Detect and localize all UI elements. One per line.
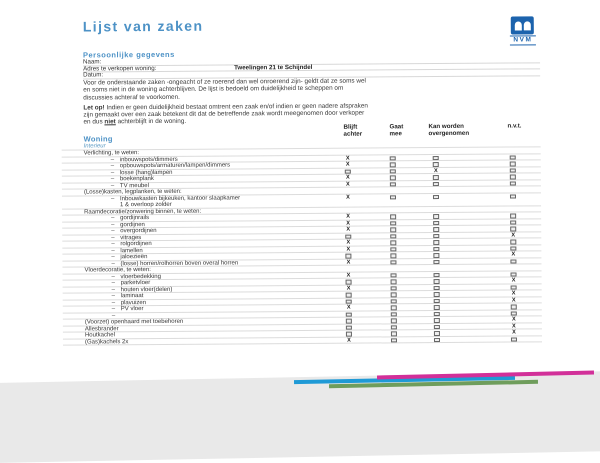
x-mark: X [346, 304, 351, 311]
list-dash: – [111, 260, 115, 267]
checkbox [391, 312, 397, 316]
checkbox [433, 175, 439, 179]
row-label: (losse) horren/rolhorren boven overal horren [120, 259, 239, 267]
row-label: overgordijnen [120, 228, 157, 235]
row-label: houten vloer(delen) [120, 286, 173, 293]
list-dash: – [111, 286, 115, 293]
list-dash: – [111, 221, 115, 228]
checkbox [433, 227, 439, 231]
list-dash: – [110, 163, 115, 170]
x-mark: X [346, 259, 351, 266]
list-dash: – [111, 306, 116, 313]
row-label: opbouwspots/armaturen/lampen/dimmers [119, 162, 231, 170]
checkbox [345, 169, 351, 173]
list-dash: – [111, 280, 115, 287]
checkbox [390, 234, 396, 238]
intro-paragraph: Voor de onderstaande zaken -ongeacht of ze roerend dan wel onroerend zijn- geldt dat ze soms wel en soms niet in de woning achterblijven. De lijst is bedoeld om duidelijkheid te scheppen om discussies achteraf te voorkomen. [83, 77, 366, 102]
checkbox [390, 182, 396, 186]
checkbox [390, 176, 396, 180]
checkbox [510, 162, 516, 166]
checkbox [391, 280, 397, 284]
checkbox [434, 286, 440, 290]
list-dash: – [111, 241, 115, 248]
x-mark: X [511, 322, 516, 330]
checkbox [510, 194, 516, 198]
x-mark: X [345, 155, 350, 162]
page-title: Lijst van zaken [82, 17, 204, 35]
checkbox [391, 338, 397, 342]
list-dash: – [111, 247, 115, 254]
x-mark: X [511, 277, 516, 284]
checkbox [511, 337, 517, 341]
field-label: Datum: [83, 71, 104, 79]
checkbox [433, 221, 439, 225]
checkbox [434, 325, 440, 329]
checkbox [391, 306, 397, 310]
section-subtitle-interieur: Interieur [83, 142, 106, 150]
row-label: vloerbedekking [120, 273, 161, 280]
checkbox [510, 220, 516, 224]
row-label: plavuizen [120, 299, 147, 306]
checkbox [510, 175, 516, 179]
checkbox [391, 286, 397, 290]
list-dash: – [110, 195, 115, 202]
row-label: vitrages [120, 234, 142, 241]
checkbox [511, 285, 517, 289]
x-mark: X [346, 194, 350, 201]
row-label: Raamdecoratie/zonwering binnen, te weten: [84, 208, 202, 216]
note-lead: Let op! [83, 104, 105, 112]
checkbox [433, 234, 439, 238]
note-paragraph [83, 101, 545, 125]
note-emphasis: niet [104, 118, 116, 126]
x-mark: X [345, 174, 350, 181]
x-mark: X [346, 181, 350, 188]
list-dash: – [111, 228, 115, 235]
x-mark: X [346, 213, 351, 220]
list-dash: – [111, 312, 116, 319]
checkbox [434, 292, 440, 296]
checkbox [433, 260, 439, 264]
scan-background-edge [0, 371, 600, 463]
checkbox [346, 280, 352, 284]
checkbox [346, 293, 352, 297]
checkbox [390, 247, 396, 251]
checkbox [433, 156, 439, 160]
row-label: (Losse)kasten, legplanken, te weten: [83, 188, 182, 196]
checkbox [433, 214, 439, 218]
checkbox [433, 240, 439, 244]
row-label: gordijnen [120, 221, 145, 228]
x-mark: X [346, 220, 351, 227]
checkbox [510, 259, 516, 263]
x-mark: X [511, 290, 516, 297]
note-body: Indien er geen duidelijkheid bestaat omtrent een zaak en/of indien er geen nadere afspraken zijn gemaakt over een zaak betekent dit dat de betreffende zaak wordt meegenomen door verkoper en dus [83, 102, 368, 126]
column-header-blijft-achter: Blijft achter [343, 123, 363, 138]
checkbox [346, 299, 352, 303]
x-mark: X [347, 337, 351, 344]
checkbox [434, 318, 440, 322]
row-label: Vloerdecoratie, te weten: [84, 267, 151, 274]
nvm-logo-icon [511, 16, 534, 34]
row-label: Allesbrander [84, 325, 119, 333]
checkbox [433, 182, 439, 186]
checkbox [433, 195, 439, 199]
row-label: (Voorzet) openhaard met toebehoren [84, 318, 184, 326]
row-label: parketvloer [120, 280, 151, 287]
nvm-logo [510, 16, 536, 46]
row-label: laminaat [120, 293, 144, 300]
nvm-arch-icon [524, 21, 531, 30]
x-mark: X [433, 167, 438, 174]
list-dash: – [111, 299, 116, 306]
x-mark: X [511, 231, 516, 239]
list-dash: – [111, 273, 115, 280]
x-mark: X [512, 329, 516, 336]
column-header-kan-worden-overgenomen: Kan worden overgenomen [428, 122, 470, 137]
row-label: boekenplank [119, 176, 154, 183]
checkbox [391, 319, 397, 323]
x-mark: X [346, 246, 351, 253]
checkbox [391, 299, 397, 303]
checkbox [391, 273, 397, 277]
checkbox [511, 311, 517, 315]
row-label: rolgordijnen [120, 241, 152, 248]
checkbox [434, 312, 440, 316]
column-header-gaat-mee: Gaat mee [389, 123, 404, 137]
nvm-logo-text: NVM [510, 35, 536, 45]
checkbox [390, 228, 396, 232]
checkbox [390, 215, 396, 219]
checkbox [433, 162, 439, 166]
row-label: lamellen [120, 247, 143, 254]
checkbox [510, 155, 516, 159]
row-label: Houtkachel [84, 332, 115, 339]
checkbox [345, 234, 351, 238]
checkbox [510, 246, 516, 250]
x-mark: X [346, 226, 351, 233]
checkbox [346, 332, 352, 336]
list-dash: – [110, 182, 115, 189]
x-mark: X [345, 161, 350, 168]
checkbox [390, 163, 396, 167]
row-label: (Gas)kachels 2x [84, 338, 129, 346]
x-mark: X [346, 272, 351, 279]
x-mark: X [346, 285, 351, 292]
items-table [62, 146, 542, 345]
row-label: jaloezieën [120, 254, 148, 261]
personal-data-heading: Persoonlijke gegevens [82, 49, 175, 60]
checkbox [510, 181, 516, 185]
checkbox [510, 168, 516, 172]
x-mark: X [346, 239, 351, 246]
checkbox [390, 195, 396, 199]
checkbox [510, 214, 516, 218]
x-mark: X [511, 316, 516, 323]
checkbox [434, 273, 440, 277]
row-label: Verlichting, te weten: [83, 150, 140, 157]
list-dash: – [111, 293, 116, 300]
row-label: losse (hang)lampen [119, 169, 173, 176]
row-label: gordijnrails [120, 215, 150, 222]
checkbox [510, 227, 516, 231]
checkbox [434, 338, 440, 342]
list-dash: – [111, 254, 115, 261]
checkbox [390, 156, 396, 160]
checkbox [390, 241, 396, 245]
field-value: Tweelingen 21 te Schijndel [234, 63, 313, 72]
checkbox [511, 272, 517, 276]
checkbox [346, 325, 352, 329]
field-label: Naam: [83, 58, 102, 66]
checkbox [390, 260, 396, 264]
row-label: PV vloer [120, 306, 144, 313]
checkbox [433, 247, 439, 251]
checkbox [511, 305, 517, 309]
list-dash: – [110, 176, 115, 183]
list-dash: – [111, 234, 115, 241]
checkbox [391, 332, 397, 336]
checkbox [390, 169, 396, 173]
checkbox [391, 325, 397, 329]
section-title-woning: Woning [83, 134, 113, 144]
row-label: Inbouwkasten bijkeuken, kantoor slaapkamer 1 & overloop zolder [119, 194, 241, 209]
x-mark: X [511, 251, 516, 258]
checkbox [346, 312, 352, 316]
checkbox [434, 305, 440, 309]
list-dash: – [111, 215, 115, 222]
note-tail: achterblijft in de woning. [115, 117, 187, 126]
checkbox [510, 240, 516, 244]
checkbox [390, 254, 396, 258]
checkbox [346, 319, 352, 323]
field-label: Adres te verkopen woning: [83, 64, 157, 73]
checkbox [433, 253, 439, 257]
list-dash: – [110, 169, 115, 176]
list-dash: – [110, 156, 115, 163]
checkbox [434, 299, 440, 303]
checkbox [345, 254, 351, 258]
checkbox [391, 293, 397, 297]
column-header-nvt: n.v.t. [507, 122, 522, 130]
row-label: inbouwspots/dimmers [119, 156, 178, 163]
row-label: TV meubel [119, 182, 149, 189]
checkbox [434, 279, 440, 283]
x-mark: X [511, 296, 516, 304]
checkbox [390, 221, 396, 225]
checkbox [434, 331, 440, 335]
nvm-arch-icon [515, 21, 522, 30]
